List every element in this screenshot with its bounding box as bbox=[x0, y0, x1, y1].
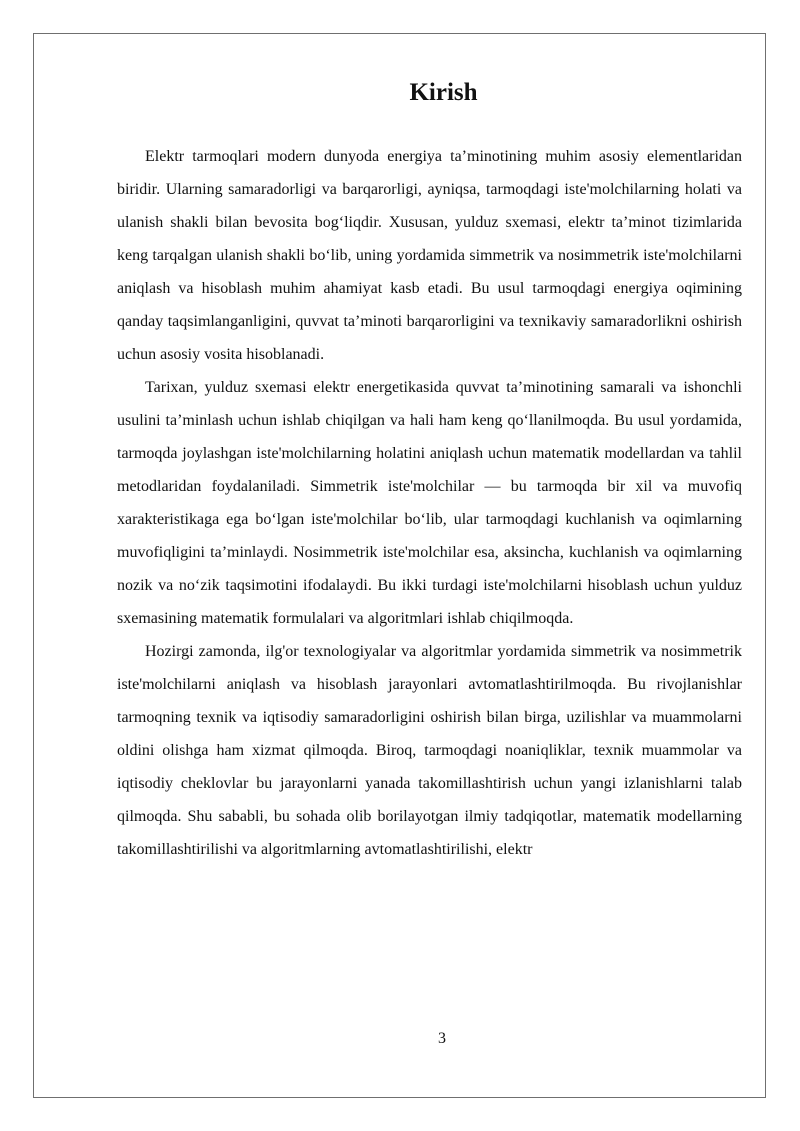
page-number: 3 bbox=[438, 1030, 446, 1047]
page-content bbox=[117, 78, 742, 866]
page-title: Kirish bbox=[409, 79, 478, 106]
paragraph-3: Hozirgi zamonda, ilg'or texnologiyalar va algoritmlar yordamida simmetrik va nosimmetrik iste'molchilarni aniqlash va hisoblash jarayonlari avtomatlashtirilmoqda. Bu rivojlanishlar tarmoqning texnik va iqtisodiy samaradorligini oshirish bilan birga, uzilishlar va muammolarni oldini olishga ham xizmat qilmoqda. Biroq, tarmoqdagi noaniqliklar, texnik muammolar va iqtisodiy cheklovlar bu jarayonlarni yanada takomillashtirish uchun yangi izlanishlarni talab qilmoqda. Shu sababli, bu sohada olib borilayotgan ilmiy tadqiqotlar, matematik modellarning takomillashtirilishi va algoritmlarning avtomatlashtirilishi, elektr bbox=[117, 643, 742, 858]
paragraph-2: Tarixan, yulduz sxemasi elektr energetikasida quvvat ta’minotining samarali va ishonchli usulini ta’minlash uchun ishlab chiqilgan va hali ham keng qo‘llanilmoqda. Bu usul yordamida, tarmoqda joylashgan iste'molchilarning holatini aniqlash uchun matematik modellardan va tahlil metodlaridan foydalaniladi. Simmetrik iste'molchilar — bu tarmoqda bir xil va muvofiq xarakteristikaga ega bo‘lgan iste'molchilar bo‘lib, ular tarmoqdagi kuchlanish va oqimlarning muvofiqligini ta’minlaydi. Nosimmetrik iste'molchilar esa, aksincha, kuchlanish va oqimlarning nozik va no‘zik taqsimotini ifodalaydi. Bu ikki turdagi iste'molchilarni hisoblash uchun yulduz sxemasining matematik formulalari va algoritmlari ishlab chiqilmoqda. bbox=[117, 379, 742, 627]
paragraph-1: Elektr tarmoqlari modern dunyoda energiya ta’minotining muhim asosiy elementlaridan biridir. Ularning samaradorligi va barqarorligi, ayniqsa, tarmoqdagi iste'molchilarning holati va ulanish shakli bilan bevosita bog‘liqdir. Xususan, yulduz sxemasi, elektr ta’minot tizimlarida keng tarqalgan ulanish shakli bo‘lib, uning yordamida simmetrik va nosimmetrik iste'molchilarni aniqlash va hisoblash muhim ahamiyat kasb etadi. Bu usul tarmoqdagi energiya oqimining qanday taqsimlanganligini, quvvat ta’minoti barqarorligini va texnikaviy samaradorlikni oshirish uchun asosiy vosita hisoblanadi. bbox=[117, 148, 742, 363]
